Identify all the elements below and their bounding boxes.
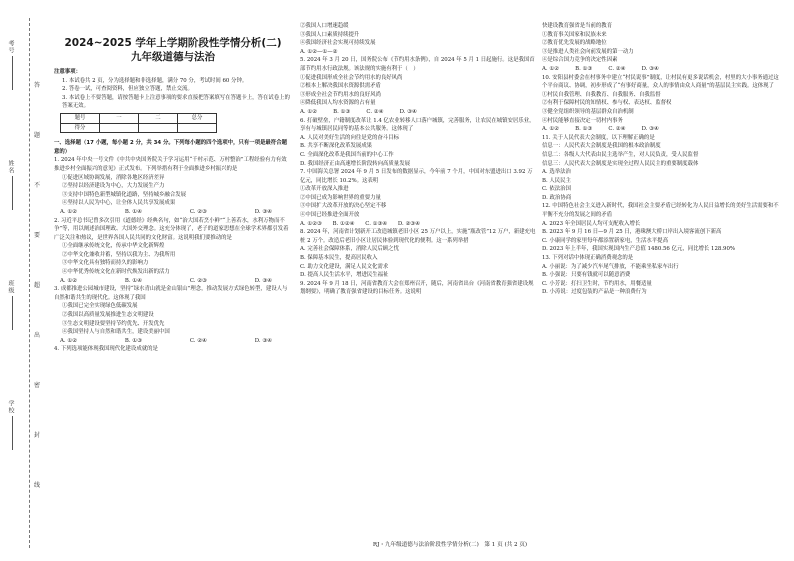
- score-cell: [139, 123, 178, 133]
- question-line: 信息二：各级人大代表由民主选举产生，对人民负责，受人民监督: [542, 151, 699, 158]
- question-line: ③形成全社会节约用水的良好风尚: [300, 91, 381, 98]
- question-line: A. 2023 年全国居民人均可支配收入增长: [542, 220, 641, 227]
- notes-heading: 注意事项：: [54, 69, 81, 75]
- question-line: 5. 2024 年 3 月 20 日，国务院公布《节约用水条例》，自 2024 年 5 月 1 日起施行。这是我国首部节约用水行政法规。该法规的实施有利于（ ）: [300, 57, 535, 72]
- question-line: 7. 中国海关总署 2024 年 9 月 5 日发布的数据显示，今年前 7 个月，中国对东盟进出口 3.92 万亿元，同比增长 10.2%。这表明: [300, 169, 533, 184]
- score-header-cell: 题号: [61, 113, 100, 123]
- question-line: D. 小涛说：过度包装的产品是一种浪费行为: [542, 289, 647, 296]
- question-line: C. 全面深化改革是我国当前的中心工作: [300, 151, 394, 158]
- question-line: ②有利于保障村民的知情权、参与权、表达权、监督权: [542, 100, 672, 107]
- question-line: 11. 关于人民代表大会制度，以下理解正确的是: [542, 134, 655, 141]
- choice: C. ②③: [189, 277, 207, 284]
- note-item: 2. 答卷一试，可查阅资料，但应独立答题，禁止交流。: [62, 86, 193, 93]
- question-line: ③健全党组织领导的基层群众自治机制: [542, 108, 634, 115]
- question-option: ③中华文化具有独特而持久的影响力: [62, 260, 149, 267]
- question-line: A. ①② B. ①③ C. ②④ D. ③④: [542, 65, 659, 72]
- question-option: ③生态文明建设要坚持节约优先、开发优先: [62, 320, 165, 327]
- question-option: ①全面继承传统文化，传承中华文化新辉煌: [62, 243, 165, 250]
- choice: B. ①④: [124, 208, 142, 215]
- question-line: C. 小康同学的家里每年都添置新家电，生活水平提高: [542, 237, 668, 244]
- choice: A. ①②: [60, 337, 77, 344]
- question-line: C. 依法治国: [542, 186, 571, 193]
- score-header-cell: 二: [139, 113, 178, 123]
- choice: D. ③④: [254, 277, 272, 284]
- question-line: 6. 打破壁垒，户籍制度改革让 1.4 亿农业转移人口落户城镇，完善服务，让农民在城镇安居乐业，享有与城镇居民同等的基本公共服务。这体现了: [300, 117, 535, 133]
- score-row-label: 得分: [61, 123, 100, 133]
- choice: A. ①②: [60, 208, 77, 215]
- answer-choices: [54, 277, 292, 286]
- score-header-cell: 一: [100, 113, 139, 123]
- margin-label-exam-number: 考号: [7, 40, 14, 54]
- question-line: 信息三：人民代表大会制度是实现全过程人民民主的重要制度载体: [542, 160, 699, 167]
- question-line: B. 小强说：只要有钱就可以随意消费: [542, 272, 631, 279]
- question-line: ④村民能够直接决定一切村内事务: [542, 117, 623, 124]
- section-heading: 一、选择题（17 小题，每小题 2 分，共 34 分。下列每小题的四个选项中，只有一项是最符合题意的）: [54, 140, 287, 155]
- question-line: A. 小丽说：为了减少汽车尾气排放，不能乘坐私家车出行: [542, 263, 679, 270]
- question-option: ①促进区域协调发展，消除各地区经济差异: [62, 174, 165, 181]
- score-cell: [178, 123, 217, 133]
- score-table: [60, 113, 217, 133]
- seal-char: 线: [34, 482, 41, 489]
- seal-char: 封: [34, 432, 41, 439]
- question-line: D. 提高人民生活水平，增进民生福祉: [300, 272, 389, 279]
- question-stem: 4. 下列选项能体现我国现代化建设成就的是: [54, 346, 158, 353]
- question-line: 8. 2024 年，河南省计划新开工改造城镇老旧小区 25 万户以上，实施“瓶改管”12 万户，新建充电桩 2 万个。改造后老旧小区让居民体验到现代化的便利。这一系列举措: [300, 229, 536, 244]
- question-stem: 3. 成都推进公园城市建设，坚持“绿水青山就是金山银山”理念，推动发展方式绿色转型，建设人与自然和谐共生的现代化。这体现了我国: [54, 286, 288, 301]
- binding-margin: [0, 0, 52, 561]
- question-line: C. 助力文化建设，满足人民文化需求: [300, 263, 389, 270]
- question-option: ④我国坚持人与自然和谐共生，建设美丽中国: [62, 329, 170, 336]
- question-line: ②教育优先发展的战略地位: [542, 40, 607, 47]
- exam-title: 2024~2025 学年上学期阶段性学情分析(二): [64, 37, 282, 49]
- margin-label-class: 班级: [7, 280, 14, 294]
- question-line: D. 2023 年上半年，我国实现国内生产总值 1480.56 亿元，同比增长 128.90%: [542, 246, 735, 253]
- question-line: ①改革开放深入推进: [300, 186, 349, 193]
- column-2: [300, 22, 536, 297]
- question-line: A. 选举法治: [542, 169, 571, 176]
- question-line: ②我国人口增速趋缓: [300, 23, 349, 29]
- question-line: ①促进我国形成全社会节约用水的良好风尚: [300, 74, 403, 81]
- question-line: A. ①②③ B. ①②④ C. ①③④ D. ②③④: [300, 220, 420, 227]
- question-option: ②中华文化兼收并蓄，坚持以我为主、为我所用: [62, 251, 176, 258]
- question-option: ②我国以高质量发展推进生态文明建设: [62, 312, 154, 319]
- question-line: ③是推进人类社会向前发展的第一动力: [542, 48, 634, 55]
- question-line: A. 完善社会保障体系，消除人民后顾之忧: [300, 246, 399, 253]
- answer-choices: [54, 208, 292, 217]
- question-line: 信息一：人民代表大会制度是我国的根本政治制度: [542, 143, 661, 150]
- name-line: [12, 176, 13, 210]
- score-header-cell: 总分: [178, 113, 217, 123]
- question-line: A. ①② B. ①③ C. ②④ D. ③④: [542, 126, 659, 133]
- seal-char: 密: [34, 382, 41, 389]
- question-line: C. 小芳说：打扫卫生时，节约用水，用餐适量: [542, 280, 652, 287]
- question-option: ①我国已完全实现绿色低碳发展: [62, 303, 138, 310]
- question-line: B. 共享不断深化改革发展成果: [300, 143, 373, 150]
- question-line: ④降低我国人均水资源的占有量: [300, 100, 376, 107]
- school-line: [12, 416, 13, 450]
- seal-char: 超: [34, 282, 41, 289]
- question-line: 快建设教育强省是当前的教育: [542, 23, 613, 29]
- choice: B. ①④: [124, 277, 142, 284]
- question-line: B. 人民民主: [542, 177, 571, 184]
- answer-choices: [54, 337, 292, 346]
- question-line: 12. 中国特色社会主义进入新时代，我国社会主要矛盾已经转化为人民日益增长的美好生活需要和不平衡不充分的发展之间的矛盾: [542, 203, 779, 219]
- question-option: ③支持中国特色新型城镇化道路，坚持城乡融合发展: [62, 191, 186, 198]
- question-option: ④中华优秀传统文化在新时代焕发出新的活力: [62, 269, 170, 276]
- question-line: 10. 安阳县村委会在村事务中建立“村民说事”制度，让村民有更多说话机会，村里的大小事务通过这个平台商议、协调，初步形成了“有事好商量，众人的事情由众人商量”的基层民主实践。这体现了: [542, 74, 779, 90]
- question-line: ②中国已成为影响世界的重要力量: [300, 194, 381, 201]
- seal-char: 不: [34, 182, 41, 189]
- question-line: ④我国经济社会实现可持续发展: [300, 40, 376, 47]
- choice: A. ①②: [60, 277, 77, 284]
- question-line: A. 人民对美好生活的向往是党的奋斗目标: [300, 134, 399, 141]
- note-item: 1. 本试卷共 2 页，分为选择题和非选择题，满分 70 分，考试时间 60 分钟。: [62, 77, 248, 84]
- question-option: ④坚持以人民为中心，让全体人民共享发展成果: [62, 200, 176, 207]
- question-line: ①教育事关国家和民族未来: [542, 31, 607, 38]
- column-1: [54, 22, 292, 354]
- choice: B. ①③: [124, 337, 142, 344]
- margin-label-name: 姓名: [7, 160, 14, 174]
- choice: D. ③④: [254, 337, 272, 344]
- page-footer: RJ・九年级道德与法治阶段性学情分析(二) 第 1 页 (共 2 页): [372, 542, 528, 548]
- exam-number-line: [12, 56, 13, 90]
- seal-char: 要: [34, 232, 41, 239]
- question-line: B. 保障基本民生，提高居民收入: [300, 255, 378, 262]
- question-line: D. 政治协商: [542, 194, 572, 201]
- seal-char: 答: [34, 82, 41, 89]
- question-line: ④是综合国力竞争的决定性因素: [542, 57, 618, 64]
- question-line: ④中国已经推进全面开放: [300, 212, 360, 219]
- question-line: ②根本上解决我国水资源供需矛盾: [300, 83, 381, 90]
- question-line: 13. 下列对话中体现正确消费观念的是: [542, 255, 634, 262]
- question-line: 9. 2024 年 9 月 18 日，河南省教育大会在郑州召开，随后，河南省出台《河南省教育强省建设规划纲要》，明确了教育强省建设的目标任务。这说明: [300, 280, 534, 296]
- seal-char: 出: [34, 332, 41, 339]
- question-line: ③我国人口素质持续提升: [300, 31, 360, 38]
- choice: C. ②④: [189, 337, 207, 344]
- score-cell: [100, 123, 139, 133]
- margin-label-school: 学校: [7, 400, 14, 414]
- choice: C. ②③: [189, 208, 207, 215]
- exam-subject: 九年级道德与法治: [131, 51, 215, 63]
- note-item: 3. 本试卷上不要答题，请按答题卡上注意事项的要求直接把答案填写在答题卡上，答在试卷上的答案无效。: [62, 94, 290, 110]
- class-line: [12, 296, 13, 330]
- question-option: ②坚持以经济建设为中心，大力发展生产力: [62, 183, 165, 190]
- choice: D. ③④: [254, 208, 272, 215]
- question-line: ①村民自我管理、自我教育、自我服务、自我监督: [542, 91, 661, 98]
- question-stem: 2. 习近平总书记曾多次引用《道德经》经典名句，如“治大国若烹小鲜”“上善若水，水利万物而不争”等，用以阐述治国理政、大国外交理念。这充分体现了，老子的道家思想在全球学术界都引发着广泛关注和热议，是世界各国人民共同的文化財富。这说明我们要推动的是: [54, 217, 289, 241]
- question-line: A. ①② B. ①③ C. ②④ D. ③④: [300, 108, 417, 115]
- seal-char: 题: [34, 132, 41, 139]
- column-3: [542, 22, 782, 297]
- question-stem: 1. 2024 年中央一号文件《中共中央国务院关于学习运用“千村示范、万村整治”工程经验有力有效推进乡村全面振兴的意见》正式发布。下列举措有利于全面推进乡村振兴的是: [54, 157, 287, 172]
- seal-line: [29, 18, 30, 548]
- question-line: D. 我国经济正由高速增长阶段转向高质量发展: [300, 160, 410, 167]
- question-line: A. ①②—①—②: [300, 48, 338, 55]
- question-line: ③中国扩大改革开放的决心坚定不移: [300, 203, 387, 210]
- question-line: B. 2023 年 9 月 16 日—9 月 25 日，港珠澳大桥口岸出入境客流创下新高: [542, 229, 722, 236]
